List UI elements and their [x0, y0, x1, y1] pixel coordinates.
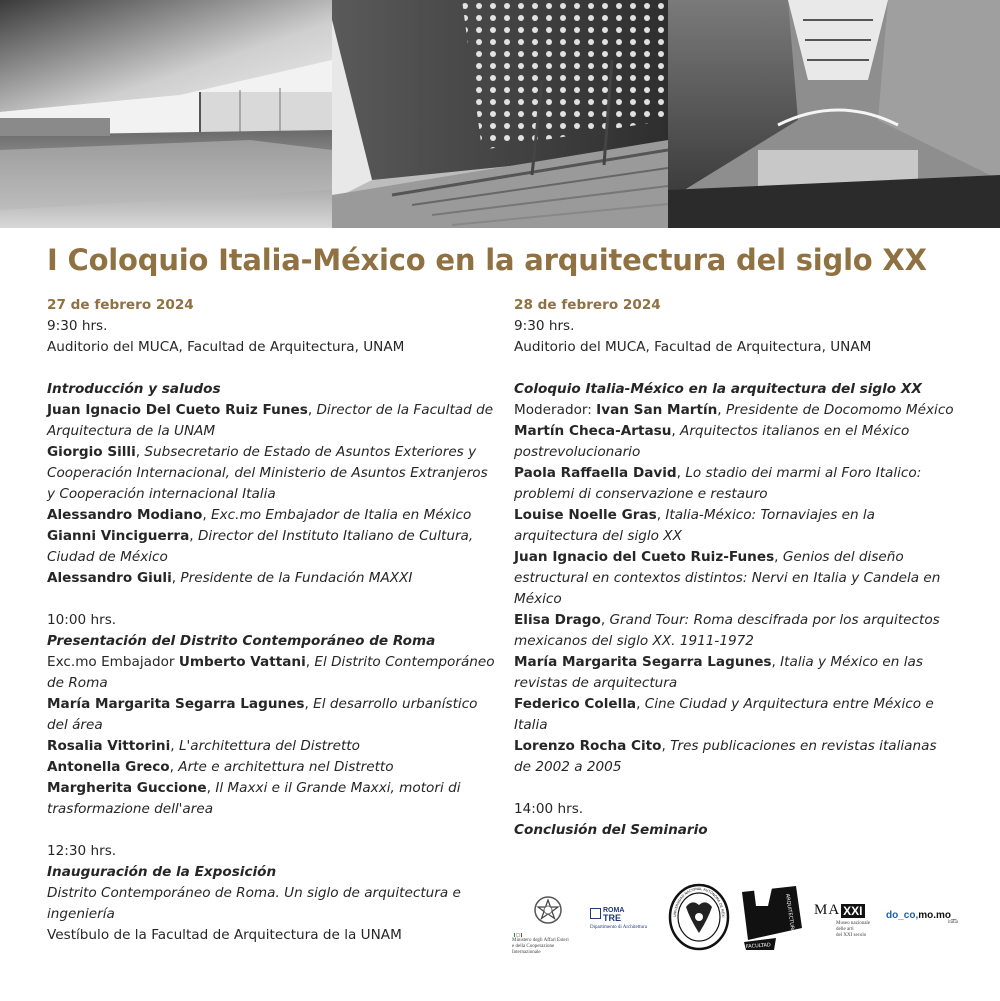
talk-name: Elisa Drago — [514, 612, 601, 628]
sponsor-logos — [0, 880, 1000, 960]
talk-entry: Paola Raffaella David, Lo stadio dei marmi al Foro Italico: problemi di conservazione e restauro — [514, 465, 922, 502]
talk-name: Lorenzo Rocha Cito — [514, 738, 662, 754]
talk-role: Tres publicaciones en revistas italianas de 2002 a 2005 — [514, 738, 937, 775]
day1-time: 9:30 hrs. — [47, 318, 108, 334]
logo-roma-tre — [590, 907, 660, 947]
talk-name: Martín Checa-Artasu — [514, 423, 672, 439]
moderator-name: Ivan San Martín — [596, 402, 718, 418]
day2-time2: 14:00 hrs. — [514, 801, 584, 817]
moderator-role: Presidente de Docomomo México — [725, 402, 954, 418]
moderator-label: Moderador: — [514, 402, 592, 418]
logo-maxxi — [814, 902, 880, 952]
photo-museum-gallery — [668, 0, 1000, 228]
talk-name: María Margarita Segarra Lagunes — [47, 696, 305, 712]
talk-role: Lo stadio dei marmi al Foro Italico: problemi di conservazione e restauro — [514, 465, 922, 502]
roma-tre-dept: Dipartimento di Architettura — [590, 925, 647, 930]
maxxi-xxi: XXI — [843, 903, 863, 918]
section3-heading: Inauguración de la Exposición — [47, 864, 277, 880]
speaker-entry: Gianni Vinciguerra, Director del Instituto Italiano de Cultura, Ciudad de México — [47, 528, 474, 565]
speaker-role: Director de la Facultad de Arquitectura de la UNAM — [47, 402, 494, 439]
day2-venue: Auditorio del MUCA, Facultad de Arquitectura, UNAM — [514, 339, 872, 355]
roma-tre-square-icon — [590, 908, 601, 919]
photo-hangar-interior — [0, 0, 332, 228]
facultad-text2: ARQUITECTURA — [784, 893, 796, 933]
talk-entry: Margherita Guccione, Il Maxxi e il Grande Maxxi, motori di trasformazione dell'area — [47, 780, 461, 817]
session-heading: Coloquio Italia-México en la arquitectura del siglo XX — [514, 381, 922, 397]
speaker-role: Subsecretario de Estado de Asuntos Exteriores y Cooperación Internacional, del Ministerio de Asuntos Extranjeros y Cooperación internacional Italia — [47, 444, 488, 502]
talk-prefix: Exc.mo Embajador — [47, 654, 175, 670]
talk-entry: Elisa Drago, Grand Tour: Roma descifrada por los arquitectos mexicanos del siglo XX. 1911-1972 — [514, 612, 940, 649]
page-title: I Coloquio Italia-México en la arquitectura del siglo XX — [47, 243, 927, 277]
talk-role: Arquitectos italianos en el México postrevolucionario — [514, 423, 910, 460]
speaker-role: Exc.mo Embajador de Italia en México — [211, 507, 472, 523]
docomomo-b: mo.mo_ — [918, 910, 957, 921]
talk-name: Paola Raffaella David — [514, 465, 677, 481]
talk-role: Arte e architettura nel Distretto — [178, 759, 394, 775]
day1-program — [47, 295, 495, 946]
talk-name: Louise Noelle Gras — [514, 507, 657, 523]
speaker-role: Director del Instituto Italiano de Cultura, Ciudad de México — [47, 528, 474, 565]
talk-name: Federico Colella — [514, 696, 637, 712]
logo-unam — [668, 883, 730, 951]
roma-tre-bottom: TRE — [603, 913, 621, 923]
talk-entry: Rosalia Vittorini, L'architettura del Distretto — [47, 738, 360, 754]
talk-role: Italia-México: Tornaviajes en la arquitectura del siglo XX — [514, 507, 876, 544]
section2-heading: Presentación del Distrito Contemporáneo de Roma — [47, 633, 436, 649]
talk-name: Rosalia Vittorini — [47, 738, 171, 754]
talk-entry: Lorenzo Rocha Cito, Tres publicaciones en revistas italianas de 2002 a 2005 — [514, 738, 937, 775]
speaker-entry: Giorgio Silli, Subsecretario de Estado de Asuntos Exteriores y Cooperación Internacional, del Ministerio de Asuntos Extranjeros y Cooperación internacional Italia — [47, 444, 488, 502]
talk-entry: María Margarita Segarra Lagunes, El desarrollo urbanístico del área — [47, 696, 478, 733]
speaker-role: Presidente de la Fundación MAXXI — [180, 570, 413, 586]
logo-facultad-arquitectura — [738, 884, 806, 952]
talk-name: Margherita Guccione — [47, 780, 207, 796]
docomomo-c: italia — [948, 920, 958, 925]
day2-program — [514, 295, 954, 841]
photo-stadium-canopy — [332, 0, 668, 228]
roma-tre-top: ROMA — [603, 907, 625, 914]
maxxi-line1: Museo nazionale — [836, 921, 871, 926]
speaker-entry: Alessandro Giuli, Presidente de la Fundación MAXXI — [47, 570, 413, 586]
speaker-name: Giorgio Silli — [47, 444, 136, 460]
speaker-name: Gianni Vinciguerra — [47, 528, 190, 544]
talk-name: María Margarita Segarra Lagunes — [514, 654, 772, 670]
talk-role: Grand Tour: Roma descifrada por los arquitectos mexicanos del siglo XX. 1911-1972 — [514, 612, 940, 649]
talk-role: El desarrollo urbanístico del área — [47, 696, 478, 733]
talk-role: L'architettura del Distretto — [178, 738, 360, 754]
maxxi-ma: MA — [814, 902, 841, 918]
maxxi-line3: del XXI secolo — [836, 933, 867, 938]
italy-emblem-icon — [512, 894, 584, 928]
talk-entry: Exc.mo Embajador Umberto Vattani, El Distrito Contemporáneo de Roma — [47, 654, 495, 691]
talk-entry: María Margarita Segarra Lagunes, Italia y México en las revistas de arquitectura — [514, 654, 923, 691]
maxxi-line2: delle arti — [836, 927, 854, 932]
speaker-name: Juan Ignacio Del Cueto Ruiz Funes — [47, 402, 308, 418]
talk-role: El Distrito Contemporáneo de Roma — [47, 654, 495, 691]
speaker-entry: Alessandro Modiano, Exc.mo Embajador de Italia en México — [47, 507, 472, 523]
talk-entry: Juan Ignacio del Cueto Ruiz-Funes, Genios del diseño estructural en contextos distintos: Nervi en Italia y Candela en México — [514, 549, 941, 607]
speaker-name: Alessandro Modiano — [47, 507, 203, 523]
header-photo-strip — [0, 0, 1000, 228]
ministry-line2: e della Cooperazione Internazionale — [512, 944, 555, 955]
talk-role: Cine Ciudad y Arquitectura entre México e Italia — [514, 696, 934, 733]
logo-docomomo — [886, 910, 966, 940]
exhibition-venue: Vestíbulo de la Facultad de Arquitectura de la UNAM — [47, 927, 402, 943]
intro-heading: Introducción y saludos — [47, 381, 221, 397]
talk-name: Antonella Greco — [47, 759, 170, 775]
unam-ring-text: UNIVERSIDAD NACIONAL AUTÓNOMA DE MÉXI — [672, 886, 726, 918]
closing-heading: Conclusión del Seminario — [514, 822, 708, 838]
talk-role: Il Maxxi e il Grande Maxxi, motori di trasformazione dell'area — [47, 780, 461, 817]
talk-name: Umberto Vattani — [178, 654, 306, 670]
day2-date: 28 de febrero 2024 — [514, 297, 661, 313]
moderator-entry: Moderador: Ivan San Martín, Presidente de Docomomo México — [514, 402, 954, 418]
day1-time3: 12:30 hrs. — [47, 843, 117, 859]
day1-venue: Auditorio del MUCA, Facultad de Arquitectura, UNAM — [47, 339, 405, 355]
exhibition-title: Distrito Contemporáneo de Roma. Un siglo de arquitectura e ingeniería — [47, 885, 461, 922]
facultad-text1: FACULTAD — [745, 942, 772, 950]
talk-entry: Antonella Greco, Arte e architettura nel Distretto — [47, 759, 394, 775]
talk-entry: Martín Checa-Artasu, Arquitectos italianos en el México postrevolucionario — [514, 423, 910, 460]
logo-ministry — [512, 894, 584, 954]
docomomo-a: do_co, — [886, 910, 919, 921]
day1-time2: 10:00 hrs. — [47, 612, 117, 628]
talk-entry: Federico Colella, Cine Ciudad y Arquitectura entre México e Italia — [514, 696, 934, 733]
talk-role: Genios del diseño estructural en contextos distintos: Nervi en Italia y Candela en México — [514, 549, 941, 607]
talk-entry: Louise Noelle Gras, Italia-México: Tornaviajes en la arquitectura del siglo XX — [514, 507, 876, 544]
talk-name: Juan Ignacio del Cueto Ruiz-Funes — [514, 549, 775, 565]
ministry-line1: Ministero degli Affari Esteri — [512, 938, 569, 943]
day1-date: 27 de febrero 2024 — [47, 297, 194, 313]
talk-role: Italia y México en las revistas de arquitectura — [514, 654, 923, 691]
day2-time: 9:30 hrs. — [514, 318, 575, 334]
speaker-name: Alessandro Giuli — [47, 570, 172, 586]
speaker-entry: Juan Ignacio Del Cueto Ruiz Funes, Director de la Facultad de Arquitectura de la UNAM — [47, 402, 494, 439]
